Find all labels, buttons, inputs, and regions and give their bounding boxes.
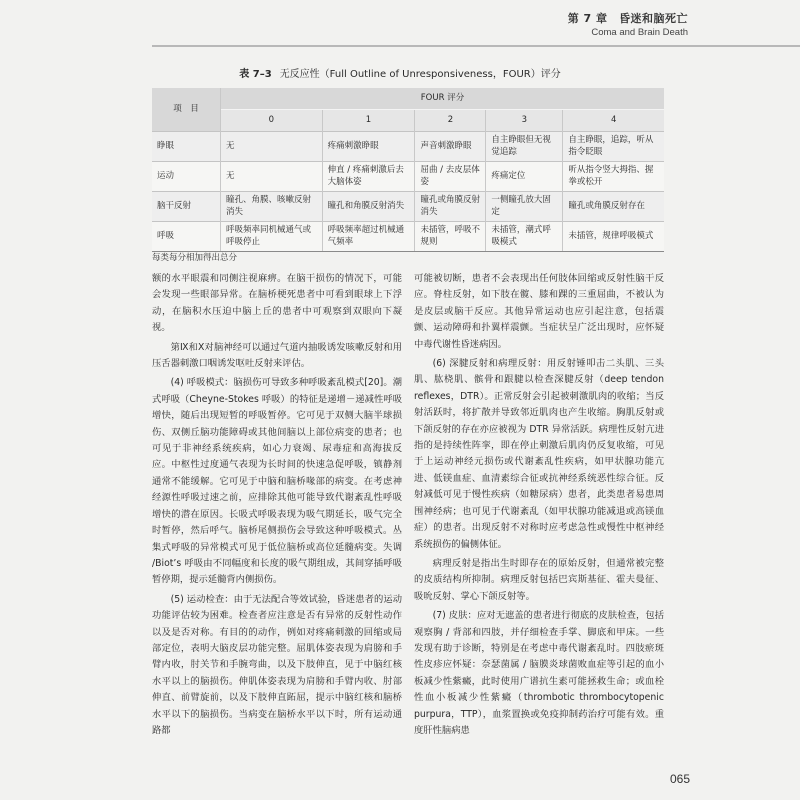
- table-cell: 伸直 / 疼痛刺激后去大脑体姿: [322, 162, 415, 192]
- chapter-title-english: Coma and Brain Death: [591, 27, 688, 38]
- paragraph: 额的水平眼震和同侧注视麻痹。在脑干损伤的情况下，可能会发现一些眼部异常。在脑桥梗死患者中可看到眼球上下浮动，在脑积水压迫中脑上丘的患者中可观察到双眼向下凝视。: [152, 273, 402, 334]
- table-cell: 疼痛定位: [486, 162, 563, 192]
- paragraph: (6) 深腱反射和病理反射：用反射锤叩击二头肌、三头肌、肱桡肌、髌骨和跟腱以检查深腱反射（deep tendon reflexes，DTR）。正常反射会引起被刺激肌肉的收缩；当反射活跃时，将扩散并导致邻近肌肉也产生收缩。胸肌反射或下颌反射的存在亦应被视为 DTR 异常活跃。病理性反射亢进指的是持续性阵挛，即在停止刺激后肌肉仍反复收缩，可见于上运动神经元损伤或代谢紊乱性疾病，如甲状腺功能亢进、低镁血症、血清素综合征或抗神经系统恶性综合征。反射减低可见于慢性疾病（如糖尿病）患者，此类患者易患周围神经病；也可见于代谢紊乱（如甲状腺功能减退或高镁血症）的患者。出现反射不对称时应考虑急性或慢性中枢神经系统损伤的偏侧体征。: [414, 358, 664, 550]
- paragraph: (5) 运动检查：由于无法配合等效试验，昏迷患者的运动功能评估较为困难。检查者应注意是否有异常的反射性动作以及是否对称。有目的的动作，例如对疼痛刺激的回缩或局部定位，表明大脑皮层功能完整。屈肌体姿表现为肩膀和手臂内收，肘关节和手腕弯曲，以及下肢伸直，见于中脑红核水平以上的脑损伤。伸肌体姿表现为肩膀和手臂内收、肘部伸直、前臂旋前，以及下肢伸直跖屈，提示中脑红核和脑桥水平以下的脑损伤。当病变在脑桥水平以下时，所有运动通路都: [152, 593, 402, 736]
- table-caption: [0, 65, 800, 80]
- running-header: [568, 10, 688, 38]
- chapter-title: 第 7 章 昏迷和脑死亡: [567, 12, 688, 25]
- left-text-column: [152, 271, 402, 742]
- table-row: [152, 162, 664, 192]
- table-cell: 听从指令竖大拇指、握拳或松开: [563, 162, 664, 192]
- four-score-group-header: FOUR 评分: [221, 88, 665, 110]
- row-label: 脑干反射: [152, 192, 221, 222]
- table-cell: 屈曲 / 去皮层体姿: [415, 162, 486, 192]
- table-row: [152, 222, 664, 252]
- table-cell: 无: [221, 162, 323, 192]
- table-cell: 未插管，呼吸不规则: [415, 222, 486, 252]
- table-title: 无反应性（Full Outline of Unresponsiveness，FOUR）评分: [279, 69, 561, 80]
- table-cell: 瞳孔或角膜反射存在: [563, 192, 664, 222]
- score-header-row: [152, 110, 664, 132]
- table-row: [152, 132, 664, 162]
- table-cell: 呼吸频率超过机械通气频率: [322, 222, 415, 252]
- page-number: 065: [669, 772, 690, 786]
- score-header: 2: [415, 110, 486, 132]
- row-label: 呼吸: [152, 222, 221, 252]
- paragraph: 病理反射是指出生时即存在的原始反射，但通常被完整的皮质结构所抑制。病理反射包括巴宾斯基征、霍夫曼征、吸吮反射、掌心下颌反射等。: [414, 557, 664, 602]
- paragraph: (7) 皮肤：应对无遮盖的患者进行彻底的皮肤检查，包括观察胸 / 背部和四肢，并仔细检查手掌、脚底和甲床。一些发现有助于诊断，特别是在考虑中毒代谢紊乱时。四肢瘀斑性皮疹应怀疑：奈瑟菌属 / 脑膜炎球菌败血症等引起的血小板减少性紫癜，此时使用广谱抗生素可能拯救生命；或血栓性血小板减少性紫癜（thrombotic thrombocytopenic purpura，TTP），血浆置换或免疫抑制药治疗可能有效。重度肝性脑病患: [414, 610, 664, 736]
- table-header-row: [152, 88, 664, 110]
- table-cell: 自主睁眼，追踪，听从指令眨眼: [563, 132, 664, 162]
- paragraph: 可能被切断，患者不会表现出任何肢体回缩或反射性脑干反应。脊柱反射，如下肢在髋、膝和踝的三重屈曲，不被认为是皮层或脑干反应。其他异常运动也应引起注意，包括震颤、运动障碍和扑翼样震颤。当症状呈广泛出现时，应怀疑中毒代谢性昏迷病因。: [414, 273, 664, 350]
- table-cell: 瞳孔和角膜反射消失: [322, 192, 415, 222]
- row-label: 睁眼: [152, 132, 221, 162]
- score-header: 1: [322, 110, 415, 132]
- table-row: [152, 192, 664, 222]
- table-cell: 未插管，规律呼吸模式: [563, 222, 664, 252]
- paragraph: (4) 呼吸模式：脑损伤可导致多种呼吸紊乱模式[20]。潮式呼吸（Cheyne-Stokes 呼吸）的特征是递增－递减性呼吸增快，随后出现短暂的呼吸暂停。它可见于双侧大脑半球损伤、双侧丘脑功能障碍或其他间脑以上部位病变的患者；也可见于非神经系统疾病，如心力衰竭、尿毒症和高海拔反应。中枢性过度通气表现为长时间的快速急促呼吸，镇静剂通常不能缓解。它可见于中脑和脑桥喙部的病变。在考虑神经源性呼吸过速之前，应排除其他可能导致代谢紊乱性呼吸增快的潜在原因。长吸式呼吸表现为吸气期延长，吸气完全时暂停，然后呼气。脑桥尾侧损伤会导致这种呼吸模式。丛集式呼吸的异常模式可见于低位脑桥或高位延髓病变。失调 /Biot’s 呼吸由不同幅度和长度的吸气期组成，其间穿插呼吸暂停期，提示延髓背内侧损伤。: [152, 377, 402, 586]
- item-column-header: 项 目: [152, 88, 221, 132]
- table-cell: 未插管，潮式呼吸模式: [486, 222, 563, 252]
- table-number: 表 7–3: [239, 69, 272, 80]
- table-cell: 瞳孔、角膜、咳嗽反射消失: [221, 192, 323, 222]
- score-header: 3: [486, 110, 563, 132]
- paragraph: 第Ⅸ和Ⅹ对脑神经可以通过气道内抽吸诱发咳嗽反射和用压舌器刺激口咽诱发呕吐反射来评估。: [152, 341, 402, 370]
- right-text-column: [414, 271, 664, 742]
- row-label: 运动: [152, 162, 221, 192]
- score-header: 4: [563, 110, 664, 132]
- table-cell: 呼吸频率同机械通气或呼吸停止: [221, 222, 323, 252]
- header-rule: [152, 45, 800, 47]
- score-header: 0: [221, 110, 323, 132]
- table-cell: 无: [221, 132, 323, 162]
- four-score-table: [152, 88, 664, 252]
- table-cell: 疼痛刺激睁眼: [322, 132, 415, 162]
- table-cell: 一侧瞳孔放大固定: [486, 192, 563, 222]
- table-cell: 声音刺激睁眼: [415, 132, 486, 162]
- table-cell: 瞳孔或角膜反射消失: [415, 192, 486, 222]
- table-footnote: 每类每分相加得出总分: [152, 253, 238, 263]
- table-cell: 自主睁眼但无视觉追踪: [486, 132, 563, 162]
